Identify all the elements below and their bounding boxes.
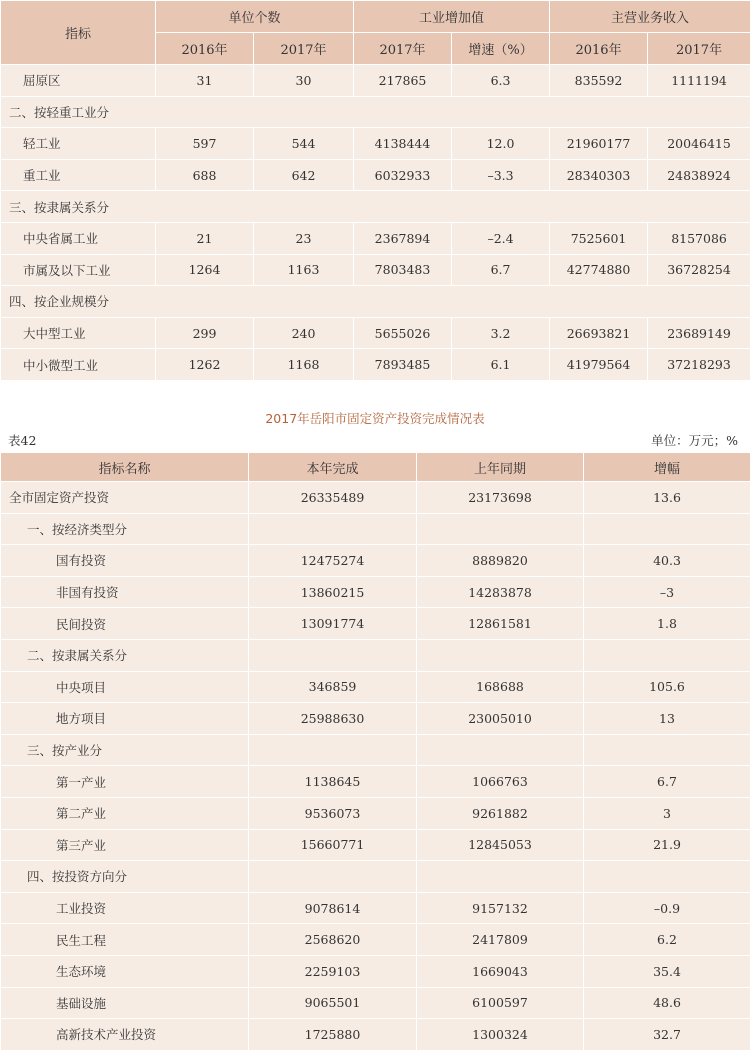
row-label: 基础设施 <box>1 987 249 1019</box>
cell-growth: 13.6 <box>584 482 750 514</box>
cell: 41979564 <box>550 349 648 381</box>
header-value-added-group: 工业增加值 <box>354 1 550 33</box>
header-value-added-2017: 2017年 <box>354 33 452 65</box>
cell: 30 <box>254 65 354 97</box>
header-indicator-name: 指标名称 <box>1 453 249 482</box>
table-row <box>1 222 750 254</box>
cell: 6032933 <box>354 159 452 191</box>
table-row <box>1 482 750 514</box>
table-row <box>1 734 750 766</box>
header-indicator: 指标 <box>1 1 156 65</box>
table-row <box>1 1019 750 1051</box>
unit-note: 单位：万元；% <box>651 433 738 448</box>
table-row <box>1 545 750 577</box>
cell: 1111194 <box>648 65 750 97</box>
row-label: 全市固定资产投资 <box>1 482 249 514</box>
cell-growth: 40.3 <box>584 545 750 577</box>
cell: 4138444 <box>354 128 452 160</box>
cell-prior <box>417 861 584 893</box>
table-row <box>1 892 750 924</box>
table-row <box>1 608 750 640</box>
cell-current: 13860215 <box>249 576 417 608</box>
row-label: 四、按投资方向分 <box>1 861 249 893</box>
row-label: 轻工业 <box>1 128 156 160</box>
cell-current: 346859 <box>249 671 417 703</box>
table-row <box>1 159 750 191</box>
section-label: 四、按企业规模分 <box>1 286 750 318</box>
cell-growth <box>584 513 750 545</box>
cell: 688 <box>156 159 254 191</box>
table-row <box>1 797 750 829</box>
cell-current <box>249 513 417 545</box>
cell: 1264 <box>156 254 254 286</box>
cell: 1163 <box>254 254 354 286</box>
cell-prior: 1669043 <box>417 955 584 987</box>
row-label: 非国有投资 <box>1 576 249 608</box>
table-row <box>1 128 750 160</box>
cell: 7525601 <box>550 222 648 254</box>
cell-prior: 2417809 <box>417 924 584 956</box>
table-row <box>1 703 750 735</box>
section-row <box>1 286 750 318</box>
table-title: 2017年岳阳市固定资产投资完成情况表 <box>265 411 485 426</box>
cell-prior: 1300324 <box>417 1019 584 1051</box>
cell-growth: 3 <box>584 797 750 829</box>
cell: 12.0 <box>452 128 550 160</box>
header-units-2016: 2016年 <box>156 33 254 65</box>
table-row <box>1 317 750 349</box>
row-label: 中央项目 <box>1 671 249 703</box>
row-label: 工业投资 <box>1 892 249 924</box>
cell-prior: 23173698 <box>417 482 584 514</box>
cell-current: 9065501 <box>249 987 417 1019</box>
row-label: 三、按产业分 <box>1 734 249 766</box>
row-label: 生态环境 <box>1 955 249 987</box>
row-label: 屈原区 <box>1 65 156 97</box>
table-number: 表42 <box>8 433 37 448</box>
cell: 2367894 <box>354 222 452 254</box>
table-row <box>1 955 750 987</box>
industry-table <box>0 0 750 381</box>
cell-growth: 6.2 <box>584 924 750 956</box>
cell-current: 26335489 <box>249 482 417 514</box>
cell: 6.7 <box>452 254 550 286</box>
cell-growth: 48.6 <box>584 987 750 1019</box>
cell: 8157086 <box>648 222 750 254</box>
cell-growth: –0.9 <box>584 892 750 924</box>
cell: 3.2 <box>452 317 550 349</box>
row-label: 大中型工业 <box>1 317 156 349</box>
cell-current <box>249 861 417 893</box>
cell-growth: 6.7 <box>584 766 750 798</box>
cell-current: 12475274 <box>249 545 417 577</box>
cell: 217865 <box>354 65 452 97</box>
table-row <box>1 766 750 798</box>
cell-current: 9078614 <box>249 892 417 924</box>
table-row <box>1 349 750 381</box>
cell: 23689149 <box>648 317 750 349</box>
cell-growth <box>584 639 750 671</box>
table-row <box>1 861 750 893</box>
row-label: 中央省属工业 <box>1 222 156 254</box>
header-units-group: 单位个数 <box>156 1 354 33</box>
cell: 28340303 <box>550 159 648 191</box>
cell-growth: 32.7 <box>584 1019 750 1051</box>
header-growth: 增幅 <box>584 453 750 482</box>
row-label: 重工业 <box>1 159 156 191</box>
cell-prior: 9157132 <box>417 892 584 924</box>
cell-current: 9536073 <box>249 797 417 829</box>
cell-growth <box>584 861 750 893</box>
cell: 31 <box>156 65 254 97</box>
header-growth: 增速（%） <box>452 33 550 65</box>
cell: 42774880 <box>550 254 648 286</box>
row-label: 市属及以下工业 <box>1 254 156 286</box>
row-label: 一、按经济类型分 <box>1 513 249 545</box>
cell: 24838924 <box>648 159 750 191</box>
cell-prior: 14283878 <box>417 576 584 608</box>
cell: 36728254 <box>648 254 750 286</box>
cell: 23 <box>254 222 354 254</box>
row-label: 民生工程 <box>1 924 249 956</box>
table-row <box>1 671 750 703</box>
row-label: 高新技术产业投资 <box>1 1019 249 1051</box>
section-row <box>1 191 750 223</box>
cell: –3.3 <box>452 159 550 191</box>
row-label: 地方项目 <box>1 703 249 735</box>
cell-prior: 12845053 <box>417 829 584 861</box>
cell-prior: 9261882 <box>417 797 584 829</box>
cell: 544 <box>254 128 354 160</box>
table-row <box>1 254 750 286</box>
row-label: 民间投资 <box>1 608 249 640</box>
cell-growth: 21.9 <box>584 829 750 861</box>
cell: 7893485 <box>354 349 452 381</box>
cell: 21 <box>156 222 254 254</box>
cell-current: 2568620 <box>249 924 417 956</box>
cell-prior: 6100597 <box>417 987 584 1019</box>
cell-current <box>249 639 417 671</box>
header-units-2017: 2017年 <box>254 33 354 65</box>
cell-prior: 23005010 <box>417 703 584 735</box>
table-row <box>1 513 750 545</box>
cell: 6.1 <box>452 349 550 381</box>
investment-table <box>0 452 750 1051</box>
row-label: 第一产业 <box>1 766 249 798</box>
cell: 5655026 <box>354 317 452 349</box>
table-row <box>1 829 750 861</box>
cell-prior <box>417 734 584 766</box>
cell: 240 <box>254 317 354 349</box>
cell: 597 <box>156 128 254 160</box>
cell-current: 13091774 <box>249 608 417 640</box>
cell-growth <box>584 734 750 766</box>
cell-growth: 105.6 <box>584 671 750 703</box>
cell-current <box>249 734 417 766</box>
cell-prior: 168688 <box>417 671 584 703</box>
cell: 37218293 <box>648 349 750 381</box>
header-revenue-2016: 2016年 <box>550 33 648 65</box>
cell: 20046415 <box>648 128 750 160</box>
cell-current: 25988630 <box>249 703 417 735</box>
cell-current: 15660771 <box>249 829 417 861</box>
cell-growth: 13 <box>584 703 750 735</box>
cell: 1262 <box>156 349 254 381</box>
cell-prior: 1066763 <box>417 766 584 798</box>
table-row <box>1 576 750 608</box>
table-row <box>1 987 750 1019</box>
row-label: 第二产业 <box>1 797 249 829</box>
cell: 835592 <box>550 65 648 97</box>
row-label: 第三产业 <box>1 829 249 861</box>
table-row <box>1 639 750 671</box>
cell: 21960177 <box>550 128 648 160</box>
cell: 642 <box>254 159 354 191</box>
header-prior-year: 上年同期 <box>417 453 584 482</box>
table-row <box>1 65 750 97</box>
cell-prior: 12861581 <box>417 608 584 640</box>
header-revenue-2017: 2017年 <box>648 33 750 65</box>
header-revenue-group: 主营业务收入 <box>550 1 750 33</box>
row-label: 二、按隶属关系分 <box>1 639 249 671</box>
cell-growth: 1.8 <box>584 608 750 640</box>
cell-current: 1725880 <box>249 1019 417 1051</box>
row-label: 中小微型工业 <box>1 349 156 381</box>
cell: 1168 <box>254 349 354 381</box>
header-current-year: 本年完成 <box>249 453 417 482</box>
cell: 26693821 <box>550 317 648 349</box>
cell-current: 1138645 <box>249 766 417 798</box>
section-row <box>1 96 750 128</box>
table-row <box>1 924 750 956</box>
row-label: 国有投资 <box>1 545 249 577</box>
cell: –2.4 <box>452 222 550 254</box>
section-label: 三、按隶属关系分 <box>1 191 750 223</box>
cell: 299 <box>156 317 254 349</box>
cell-prior <box>417 639 584 671</box>
cell-growth: 35.4 <box>584 955 750 987</box>
cell: 6.3 <box>452 65 550 97</box>
cell: 7803483 <box>354 254 452 286</box>
cell-current: 2259103 <box>249 955 417 987</box>
cell-prior: 8889820 <box>417 545 584 577</box>
cell-growth: –3 <box>584 576 750 608</box>
cell-prior <box>417 513 584 545</box>
section-label: 二、按轻重工业分 <box>1 96 750 128</box>
